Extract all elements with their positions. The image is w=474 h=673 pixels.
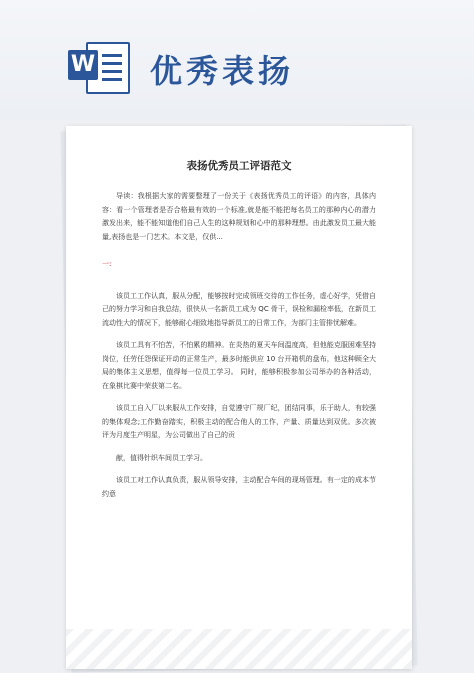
watermark — [66, 629, 412, 669]
document-title: 表扬优秀员工评语范文 — [186, 160, 292, 172]
document-body — [102, 190, 376, 510]
word-icon — [68, 40, 128, 92]
document-page — [66, 126, 412, 669]
banner-title: 优秀表扬 — [150, 52, 295, 90]
body-paragraph: 该员工自入厂以来服从工作安排，自觉遵守厂规厂纪，团结同事，乐于助人，有较强的集体观念;工作勤奋踏实，积极主动的配合他人的工作，产量、质量达到双优。多次被评为月度生产明星，为公司做出了自己的贡 — [102, 404, 376, 439]
body-paragraph: 该员工具有不怕苦，不怕累的精神。在炎热的夏天车间温度高，但他能克服困难坚持岗位，任劳任怨保证开动的正常生产，最多时能供应 10 台开箱机的盘布，他这种顾全大局的集体主义思想，值得每一位员工学习。 同时，能够积极参加公司举办的各种活动，在象棋比赛中荣获第二名。 — [102, 341, 376, 390]
body-paragraph: 该员工工作认真，服从分配，能够按时完成领班交待的工作任务，虚心好学，凭借自己的努力学习和自我总结，很快从一名新员工成为 QC 骨干，误检和漏检率低，在新员工流动性大的情况下，能够耐心细致地指导新员工的日常工作，为部门主管排忧解难。 — [102, 291, 376, 327]
body-paragraph: 献，值得针织车间员工学习。 — [116, 453, 207, 462]
intro-paragraph: 导读：我根据大家的需要整理了一份关于《表扬优秀员工的评语》的内容，具体内容：看一个管理者是否合格最有效的一个标准,就是能不能把每名员工的那种内心的潜力激发出来，能不能知道他们自己人生的这种规划和心中的那种理想。由此激发员工最大能量,表扬也是一门艺术。本文是，仅供... — [102, 192, 376, 241]
body-paragraph: 该员工对工作认真负责，服从领导安排，主动配合车间的现场管理。有一定的成本节约意 — [102, 476, 376, 498]
section-heading: 一: — [102, 260, 112, 268]
word-badge: W — [68, 50, 98, 80]
banner-header — [0, 0, 474, 120]
